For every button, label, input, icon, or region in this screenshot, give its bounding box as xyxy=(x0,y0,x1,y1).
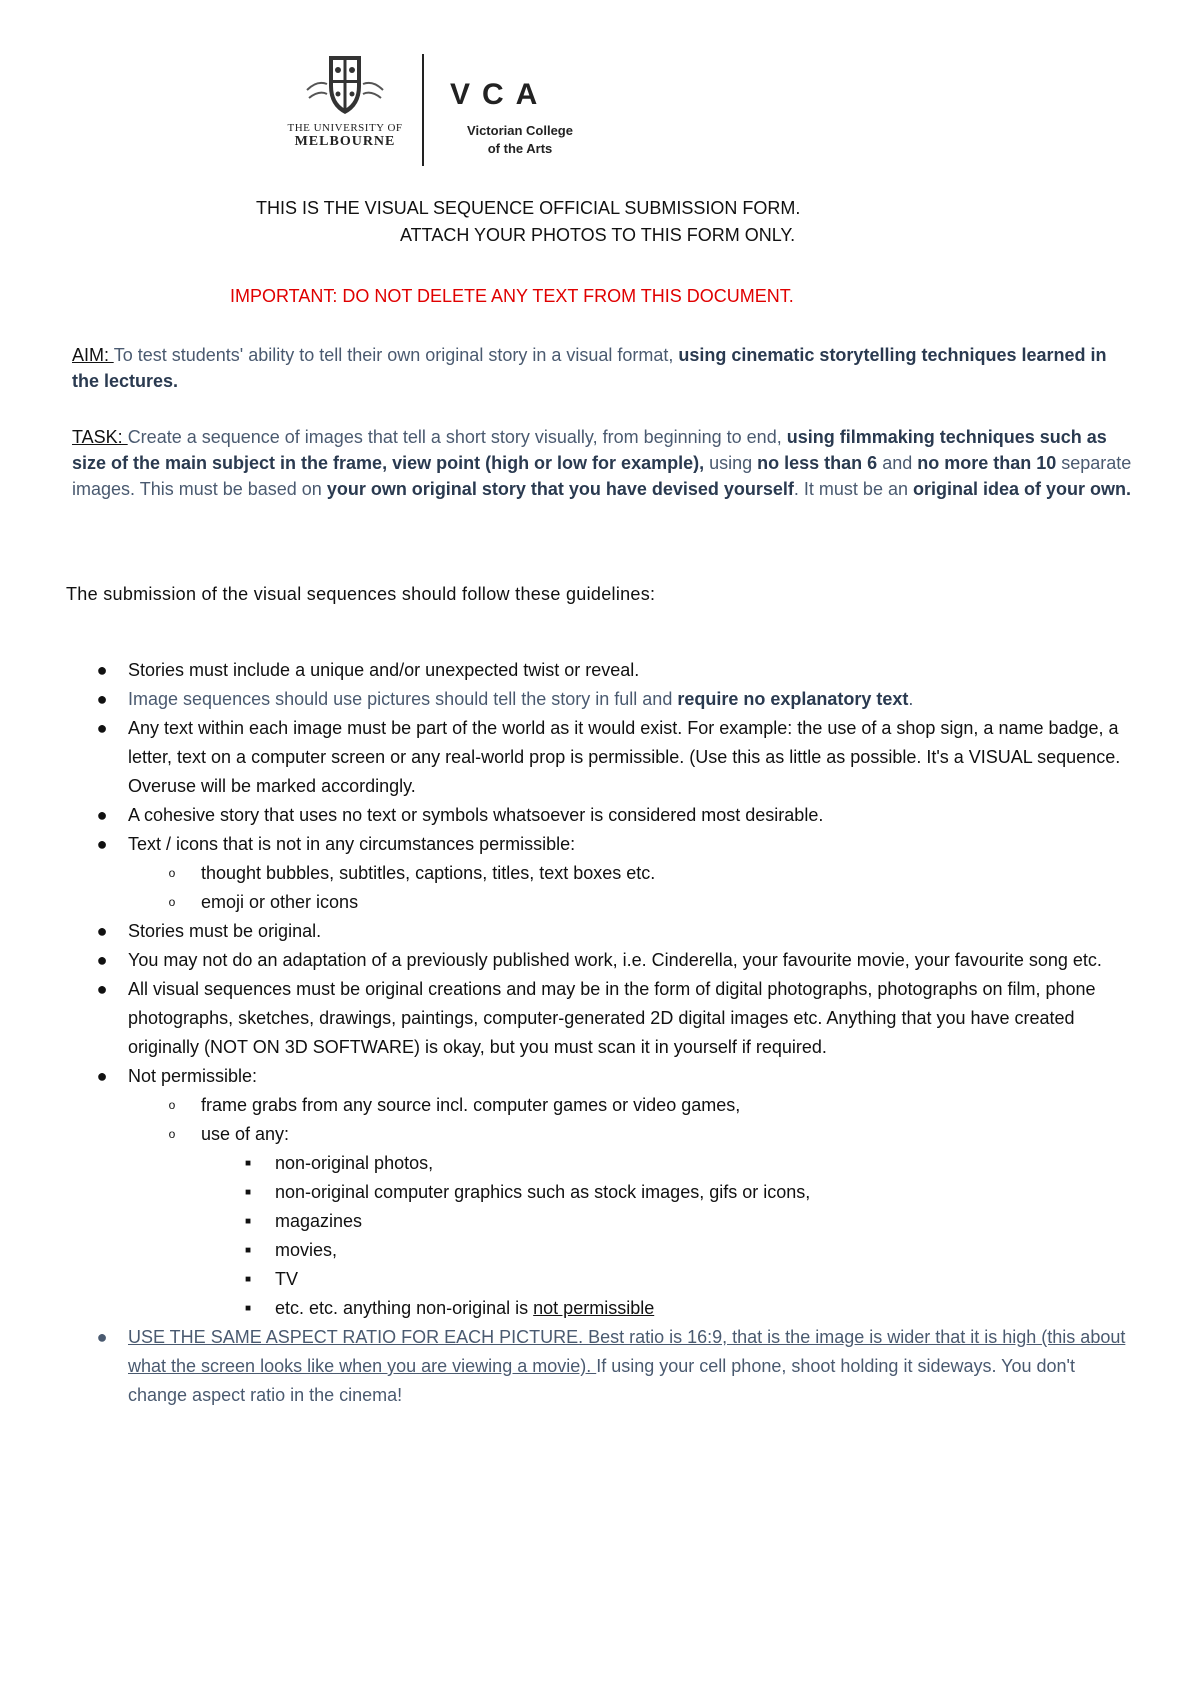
aim-label: AIM: xyxy=(72,345,114,365)
square-bullet-icon: ■ xyxy=(244,1216,252,1227)
list-item-text: Stories must include a unique and/or unexpected twist or reveal. xyxy=(128,660,640,680)
task-text-2: using xyxy=(704,453,758,473)
bullet-icon: ● xyxy=(96,950,108,970)
list-item xyxy=(0,801,1128,830)
guidelines-list xyxy=(0,656,1200,1410)
list-item xyxy=(0,917,1128,946)
sub-sub-list-item xyxy=(0,1178,1200,1207)
bullet-icon: ● xyxy=(96,921,108,941)
crest-icon xyxy=(299,50,391,118)
aim-bold: using cinematic storytelling techniques learned in the lectures. xyxy=(72,345,1107,391)
list-item xyxy=(0,1062,1128,1091)
task-bold-3: no more than 10 xyxy=(917,453,1057,473)
university-of-melbourne-logo xyxy=(285,50,405,170)
list-item-text: frame grabs from any source incl. computer games or video games, xyxy=(201,1095,741,1115)
list-item-text: movies, xyxy=(275,1240,338,1260)
header-logos xyxy=(285,50,605,170)
list-item-bold: require no explanatory text xyxy=(677,689,909,709)
square-bullet-icon: ■ xyxy=(244,1158,252,1169)
list-item-text: If using your cell phone, shoot holding it sideways. You don't change aspect ratio in the cinema! xyxy=(128,1356,1075,1405)
form-title-line2: ATTACH YOUR PHOTOS TO THIS FORM ONLY. xyxy=(400,225,796,245)
list-item xyxy=(0,656,1128,685)
bullet-icon: ● xyxy=(96,1066,108,1086)
list-item-text: etc. etc. anything non-original is xyxy=(275,1298,534,1318)
circle-bullet-icon: o xyxy=(168,866,176,880)
list-item xyxy=(0,975,1128,1062)
list-item xyxy=(0,714,1128,801)
task-bold-5: original idea of your own. xyxy=(912,479,1131,499)
list-item-text: Stories must be original. xyxy=(128,921,322,941)
list-item xyxy=(0,1323,1128,1410)
vca-subtitle-line1: Victorian College xyxy=(467,123,573,138)
list-item xyxy=(0,830,1128,859)
aim-paragraph xyxy=(72,342,1132,394)
list-item-text: non-original computer graphics such as stock images, gifs or icons, xyxy=(275,1182,811,1202)
list-item-text: TV xyxy=(275,1269,299,1289)
list-item-text: All visual sequences must be original creations and may be in the form of digital photographs, photographs on film, phone photographs, sketches, drawings, paintings, computer-generated 2D digital images etc. Anything that you have created originally (NOT ON 3D SOFTWARE) is okay, but you must scan it in yourself if required. xyxy=(128,979,1096,1057)
sub-sub-list-item xyxy=(0,1207,1200,1236)
task-label: TASK: xyxy=(72,427,128,447)
bullet-icon: ● xyxy=(96,660,108,680)
important-notice: IMPORTANT: DO NOT DELETE ANY TEXT FROM THIS DOCUMENT. xyxy=(230,286,794,306)
bullet-icon: ● xyxy=(96,834,108,854)
sub-list-item xyxy=(0,1120,1200,1149)
circle-bullet-icon: o xyxy=(168,895,176,909)
bullet-icon: ● xyxy=(96,718,108,738)
square-bullet-icon: ■ xyxy=(244,1303,252,1314)
task-text-5: . It must be an xyxy=(793,479,913,499)
sub-sub-list-item xyxy=(0,1149,1200,1178)
task-text-4: separate images. This must be based on xyxy=(72,453,1132,499)
form-title-line1: THIS IS THE VISUAL SEQUENCE OFFICIAL SUBMISSION FORM. xyxy=(256,198,801,218)
list-item-text: You may not do an adaptation of a previously published work, i.e. Cinderella, your favourite movie, your favourite song etc. xyxy=(128,950,1102,970)
list-item-text: non-original photos, xyxy=(275,1153,434,1173)
circle-bullet-icon: o xyxy=(168,1127,176,1141)
bullet-icon: ● xyxy=(96,805,108,825)
bullet-icon: ● xyxy=(96,979,108,999)
square-bullet-icon: ■ xyxy=(244,1245,252,1256)
bullet-icon: ● xyxy=(96,1327,108,1347)
list-item-text: magazines xyxy=(275,1211,363,1231)
list-item xyxy=(0,946,1128,975)
task-paragraph xyxy=(72,424,1132,502)
circle-bullet-icon: o xyxy=(168,1098,176,1112)
list-item-text: emoji or other icons xyxy=(201,892,359,912)
guidelines-intro: The submission of the visual sequences should follow these guidelines: xyxy=(66,584,656,604)
list-item-underlined: USE THE SAME ASPECT RATIO FOR EACH PICTURE. Best ratio is 16:9, that is the image is wider that it is high (this about what the screen looks like when you are viewing a movie). xyxy=(128,1327,1126,1376)
sub-list-item xyxy=(0,859,1200,888)
sub-sub-list-item xyxy=(0,1294,1200,1323)
task-bold-1: using filmmaking techniques such as size of the main subject in the frame, view point (high or low for example), xyxy=(72,427,1107,473)
vca-subtitle-line2: of the Arts xyxy=(487,141,553,156)
list-item xyxy=(0,685,1128,714)
aim-text: To test students' ability to tell their own original story in a visual format, xyxy=(113,345,679,365)
list-item-text: Not permissible: xyxy=(128,1066,258,1086)
list-item-text: Any text within each image must be part of the world as it would exist. For example: the use of a shop sign, a name badge, a letter, text on a computer screen or any real-world prop is permissible. (Use this as little as possible. It's a VISUAL sequence. Overuse will be marked accordingly. xyxy=(128,718,1121,796)
list-item-text: . xyxy=(908,689,914,709)
sub-list-item xyxy=(0,1091,1200,1120)
list-item-text: Image sequences should use pictures should tell the story in full and xyxy=(128,689,678,709)
uom-small-text: THE UNIVERSITY OF xyxy=(287,122,403,134)
task-text-3: and xyxy=(877,453,918,473)
vca-logo xyxy=(450,78,590,158)
uom-big-text: MELBOURNE xyxy=(294,134,396,149)
list-item-text: thought bubbles, subtitles, captions, titles, text boxes etc. xyxy=(201,863,656,883)
vca-subtitle xyxy=(450,122,590,158)
square-bullet-icon: ■ xyxy=(244,1187,252,1198)
sub-sub-list-item xyxy=(0,1265,1200,1294)
task-text-1: Create a sequence of images that tell a short story visually, from beginning to end, xyxy=(127,427,787,447)
task-bold-4: your own original story that you have devised yourself xyxy=(326,479,794,499)
square-bullet-icon: ■ xyxy=(244,1274,252,1285)
list-item-underlined: not permissible xyxy=(533,1298,655,1318)
list-item-text: use of any: xyxy=(201,1124,290,1144)
bullet-icon: ● xyxy=(96,689,108,709)
sub-sub-list-item xyxy=(0,1236,1200,1265)
vca-logo-text: VCA xyxy=(450,78,550,111)
task-bold-2: no less than 6 xyxy=(757,453,878,473)
logo-divider xyxy=(422,54,424,166)
list-item-text: A cohesive story that uses no text or symbols whatsoever is considered most desirable. xyxy=(128,805,824,825)
sub-list-item xyxy=(0,888,1200,917)
list-item-text: Text / icons that is not in any circumstances permissible: xyxy=(128,834,576,854)
